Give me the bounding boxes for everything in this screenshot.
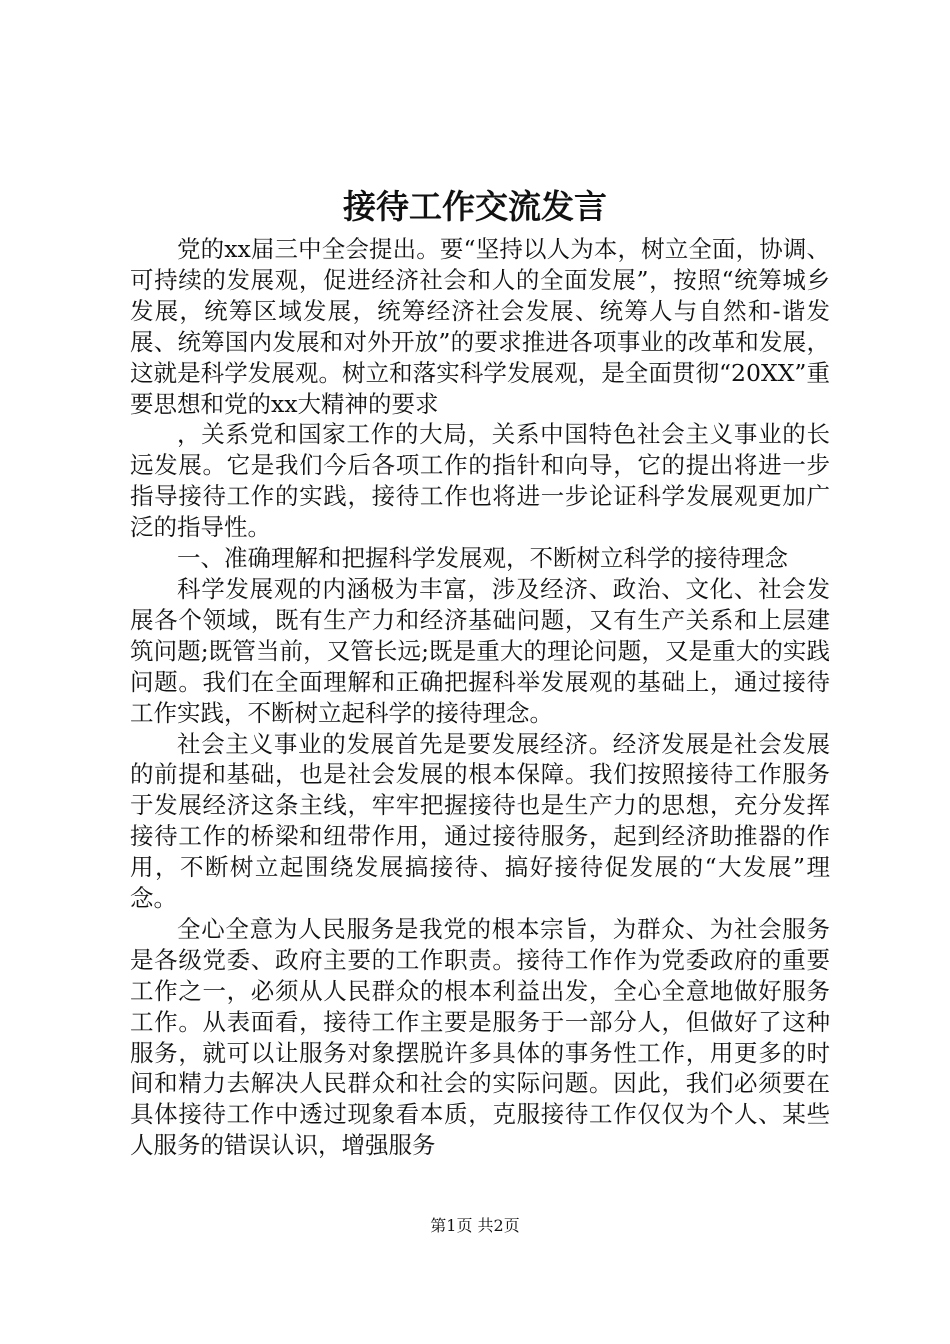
paragraph-3: 科学发展观的内涵极为丰富，涉及经济、政治、文化、社会发展各个领域，既有生产力和经济基础问题，又有生产关系和上层建筑问题;既管当前，又管长远;既是重大的理论问题，又是重大的实践问题。我们在全面理解和正确把握科举发展观的基础上，通过接待工作实践，不断树立起科学的接待理念。	[130, 574, 830, 727]
paragraph-1: 党的xx届三中全会提出。要“坚持以人为本，树立全面，协调、可持续的发展观，促进经济社会和人的全面发展”，按照“统筹城乡发展，统筹区域发展，统筹经济社会发展、统筹人与自然和-谐发展、统筹国内发展和对外开放”的要求推进各项事业的改革和发展，这就是科学发展观。树立和落实科学发展观，是全面贯彻“20XX”重要思想和党的xx大精神的要求	[130, 235, 830, 418]
document-title: 接待工作交流发言	[343, 187, 607, 226]
paragraph-2: ，关系党和国家工作的大局，关系中国特色社会主义事业的长远发展。它是我们今后各项工作的指针和向导，它的提出将进一步指导接待工作的实践，接待工作也将进一步论证科学发展观更加广泛的指导性。	[130, 420, 830, 542]
document-body	[130, 234, 830, 1161]
paragraph-4: 社会主义事业的发展首先是要发展经济。经济发展是社会发展的前提和基础，也是社会发展的根本保障。我们按照接待工作服务于发展经济这条主线，牢牢把握接待也是生产力的思想，充分发挥接待工作的桥梁和纽带作用，通过接待服务，起到经济助推器的作用，不断树立起围绕发展搞接待、搞好接待促发展的“大发展”理念。	[130, 729, 830, 913]
section-heading-1: 一、准确理解和把握科学发展观，不断树立科学的接待理念	[177, 544, 788, 573]
paragraph-5: 全心全意为人民服务是我党的根本宗旨，为群众、为社会服务是各级党委、政府主要的工作职责。接待工作作为党委政府的重要工作之一，必须从人民群众的根本利益出发，全心全意地做好服务工作。从表面看，接待工作主要是服务于一部分人，但做好了这种服务，就可以让服务对象摆脱许多具体的事务性工作，用更多的时间和精力去解决人民群众和社会的实际问题。因此，我们必须要在具体接待工作中透过现象看本质，克服接待工作仅仅为个人、某些人服务的错误认识，增强服务	[130, 914, 830, 1160]
page-footer: 第1页 共2页	[430, 1216, 520, 1235]
